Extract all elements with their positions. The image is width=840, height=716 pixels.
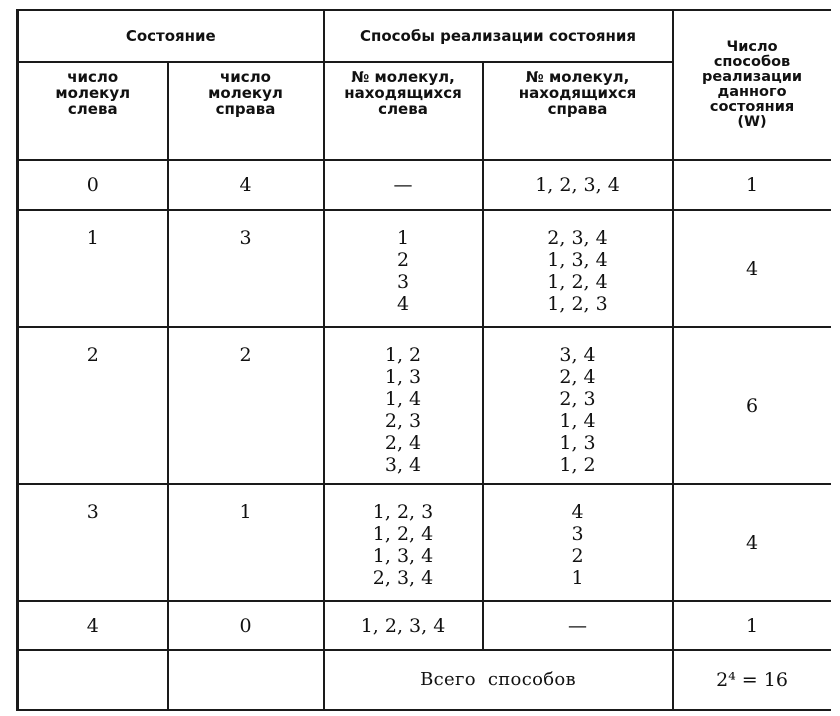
right-ids-entry: 2, 4 <box>559 366 596 388</box>
cell-left-count <box>18 601 168 650</box>
table-row <box>18 210 831 327</box>
cell-right-ids <box>483 210 673 327</box>
cell-w <box>673 160 831 210</box>
right-ids-entry: 1, 2 <box>559 454 596 476</box>
left-ids-entry: 2, 3, 4 <box>372 567 434 589</box>
header-right-ids-label: № молекул, находящихся справа <box>518 68 637 118</box>
left-ids-entry: 2 <box>396 249 410 271</box>
left-count-value: 0 <box>86 174 99 196</box>
left-ids-entry: 1, 2, 4 <box>372 523 434 545</box>
total-value-cell <box>673 650 831 710</box>
w-value: 4 <box>745 531 759 554</box>
right-ids-entry: 1, 3, 4 <box>547 249 608 271</box>
right-count-value: 1 <box>239 501 252 523</box>
cell-left-ids <box>324 160 483 210</box>
cell-right-count <box>168 601 324 650</box>
right-ids-entry: 1, 2, 3, 4 <box>535 174 620 196</box>
cell-w <box>673 484 831 601</box>
cell-w <box>673 210 831 327</box>
cell-empty <box>168 650 324 710</box>
cell-w <box>673 601 831 650</box>
header-state <box>18 10 324 62</box>
header-right-ids <box>483 62 673 160</box>
left-count-value: 3 <box>86 501 99 523</box>
header-left-ids <box>324 62 483 160</box>
left-ids-entry: 3, 4 <box>384 454 422 476</box>
states-table <box>16 9 831 711</box>
header-left-ids-label: № молекул, находящихся слева <box>344 68 462 118</box>
right-ids-entry: 4 <box>571 501 584 523</box>
right-ids-entry: 2, 3 <box>559 388 596 410</box>
right-ids-entry: 1, 3 <box>559 432 596 454</box>
total-value: 2⁴ = 16 <box>716 669 788 691</box>
header-state-label: Состояние <box>125 27 216 45</box>
cell-left-ids <box>324 484 483 601</box>
header-count-label: Число способов реализации данного состояния (W) <box>701 39 803 130</box>
cell-right-count <box>168 327 324 484</box>
table-row <box>18 601 831 650</box>
left-ids-entry: — <box>393 174 413 196</box>
cell-right-count <box>168 160 324 210</box>
w-value: 6 <box>745 394 759 417</box>
right-count-value: 4 <box>239 174 252 196</box>
left-ids-entry: 1, 4 <box>384 388 422 410</box>
right-ids-entry: 2 <box>571 545 584 567</box>
left-ids-entry: 1, 2, 3, 4 <box>360 614 446 637</box>
left-count-value: 2 <box>86 344 99 366</box>
cell-w <box>673 327 831 484</box>
left-ids-entry: 1, 2 <box>384 344 422 366</box>
header-count <box>673 10 831 160</box>
table-row <box>18 160 831 210</box>
cell-left-ids <box>324 327 483 484</box>
right-ids-entry: 3, 4 <box>559 344 596 366</box>
right-ids-entry: 1, 2, 4 <box>547 271 608 293</box>
cell-right-ids <box>483 484 673 601</box>
header-left-count <box>18 62 168 160</box>
right-count-value: 2 <box>239 344 252 366</box>
cell-left-count <box>18 160 168 210</box>
w-value: 4 <box>745 257 759 280</box>
left-ids-entry: 1, 3, 4 <box>372 545 434 567</box>
cell-empty <box>18 650 168 710</box>
left-ids-entry: 2, 4 <box>384 432 422 454</box>
right-ids-entry: 1, 4 <box>559 410 596 432</box>
left-ids-entry: 1, 3 <box>384 366 422 388</box>
cell-right-count <box>168 210 324 327</box>
header-methods-label: Способы реализации состояния <box>359 27 637 45</box>
right-ids-entry: 3 <box>571 523 584 545</box>
cell-right-ids <box>483 327 673 484</box>
total-label-cell <box>324 650 673 710</box>
right-count-value: 3 <box>239 227 252 249</box>
right-ids-entry: 1 <box>571 567 584 589</box>
left-ids-entry: 2, 3 <box>384 410 422 432</box>
cell-left-count <box>18 484 168 601</box>
header-row-top <box>18 10 831 62</box>
right-ids-entry: — <box>568 614 588 637</box>
header-methods <box>324 10 673 62</box>
header-left-count-label: число молекул слева <box>55 68 131 118</box>
cell-right-ids <box>483 160 673 210</box>
left-count-value: 4 <box>86 614 99 637</box>
header-right-count <box>168 62 324 160</box>
w-value: 1 <box>745 614 759 637</box>
left-ids-entry: 1, 2, 3 <box>372 501 434 523</box>
cell-left-count <box>18 210 168 327</box>
right-count-value: 0 <box>239 614 252 637</box>
total-row <box>18 650 831 710</box>
w-value: 1 <box>745 174 759 196</box>
left-ids-entry: 3 <box>396 271 410 293</box>
cell-left-ids <box>324 601 483 650</box>
table-row <box>18 484 831 601</box>
right-ids-entry: 1, 2, 3 <box>547 293 608 315</box>
header-right-count-label: число молекул справа <box>208 68 283 118</box>
right-ids-entry: 2, 3, 4 <box>547 227 608 249</box>
table-row <box>18 327 831 484</box>
left-count-value: 1 <box>86 227 99 249</box>
cell-right-ids <box>483 601 673 650</box>
left-ids-entry: 1 <box>396 227 410 249</box>
total-label: Всего способов <box>420 669 576 690</box>
cell-left-ids <box>324 210 483 327</box>
cell-right-count <box>168 484 324 601</box>
cell-left-count <box>18 327 168 484</box>
left-ids-entry: 4 <box>396 293 410 315</box>
